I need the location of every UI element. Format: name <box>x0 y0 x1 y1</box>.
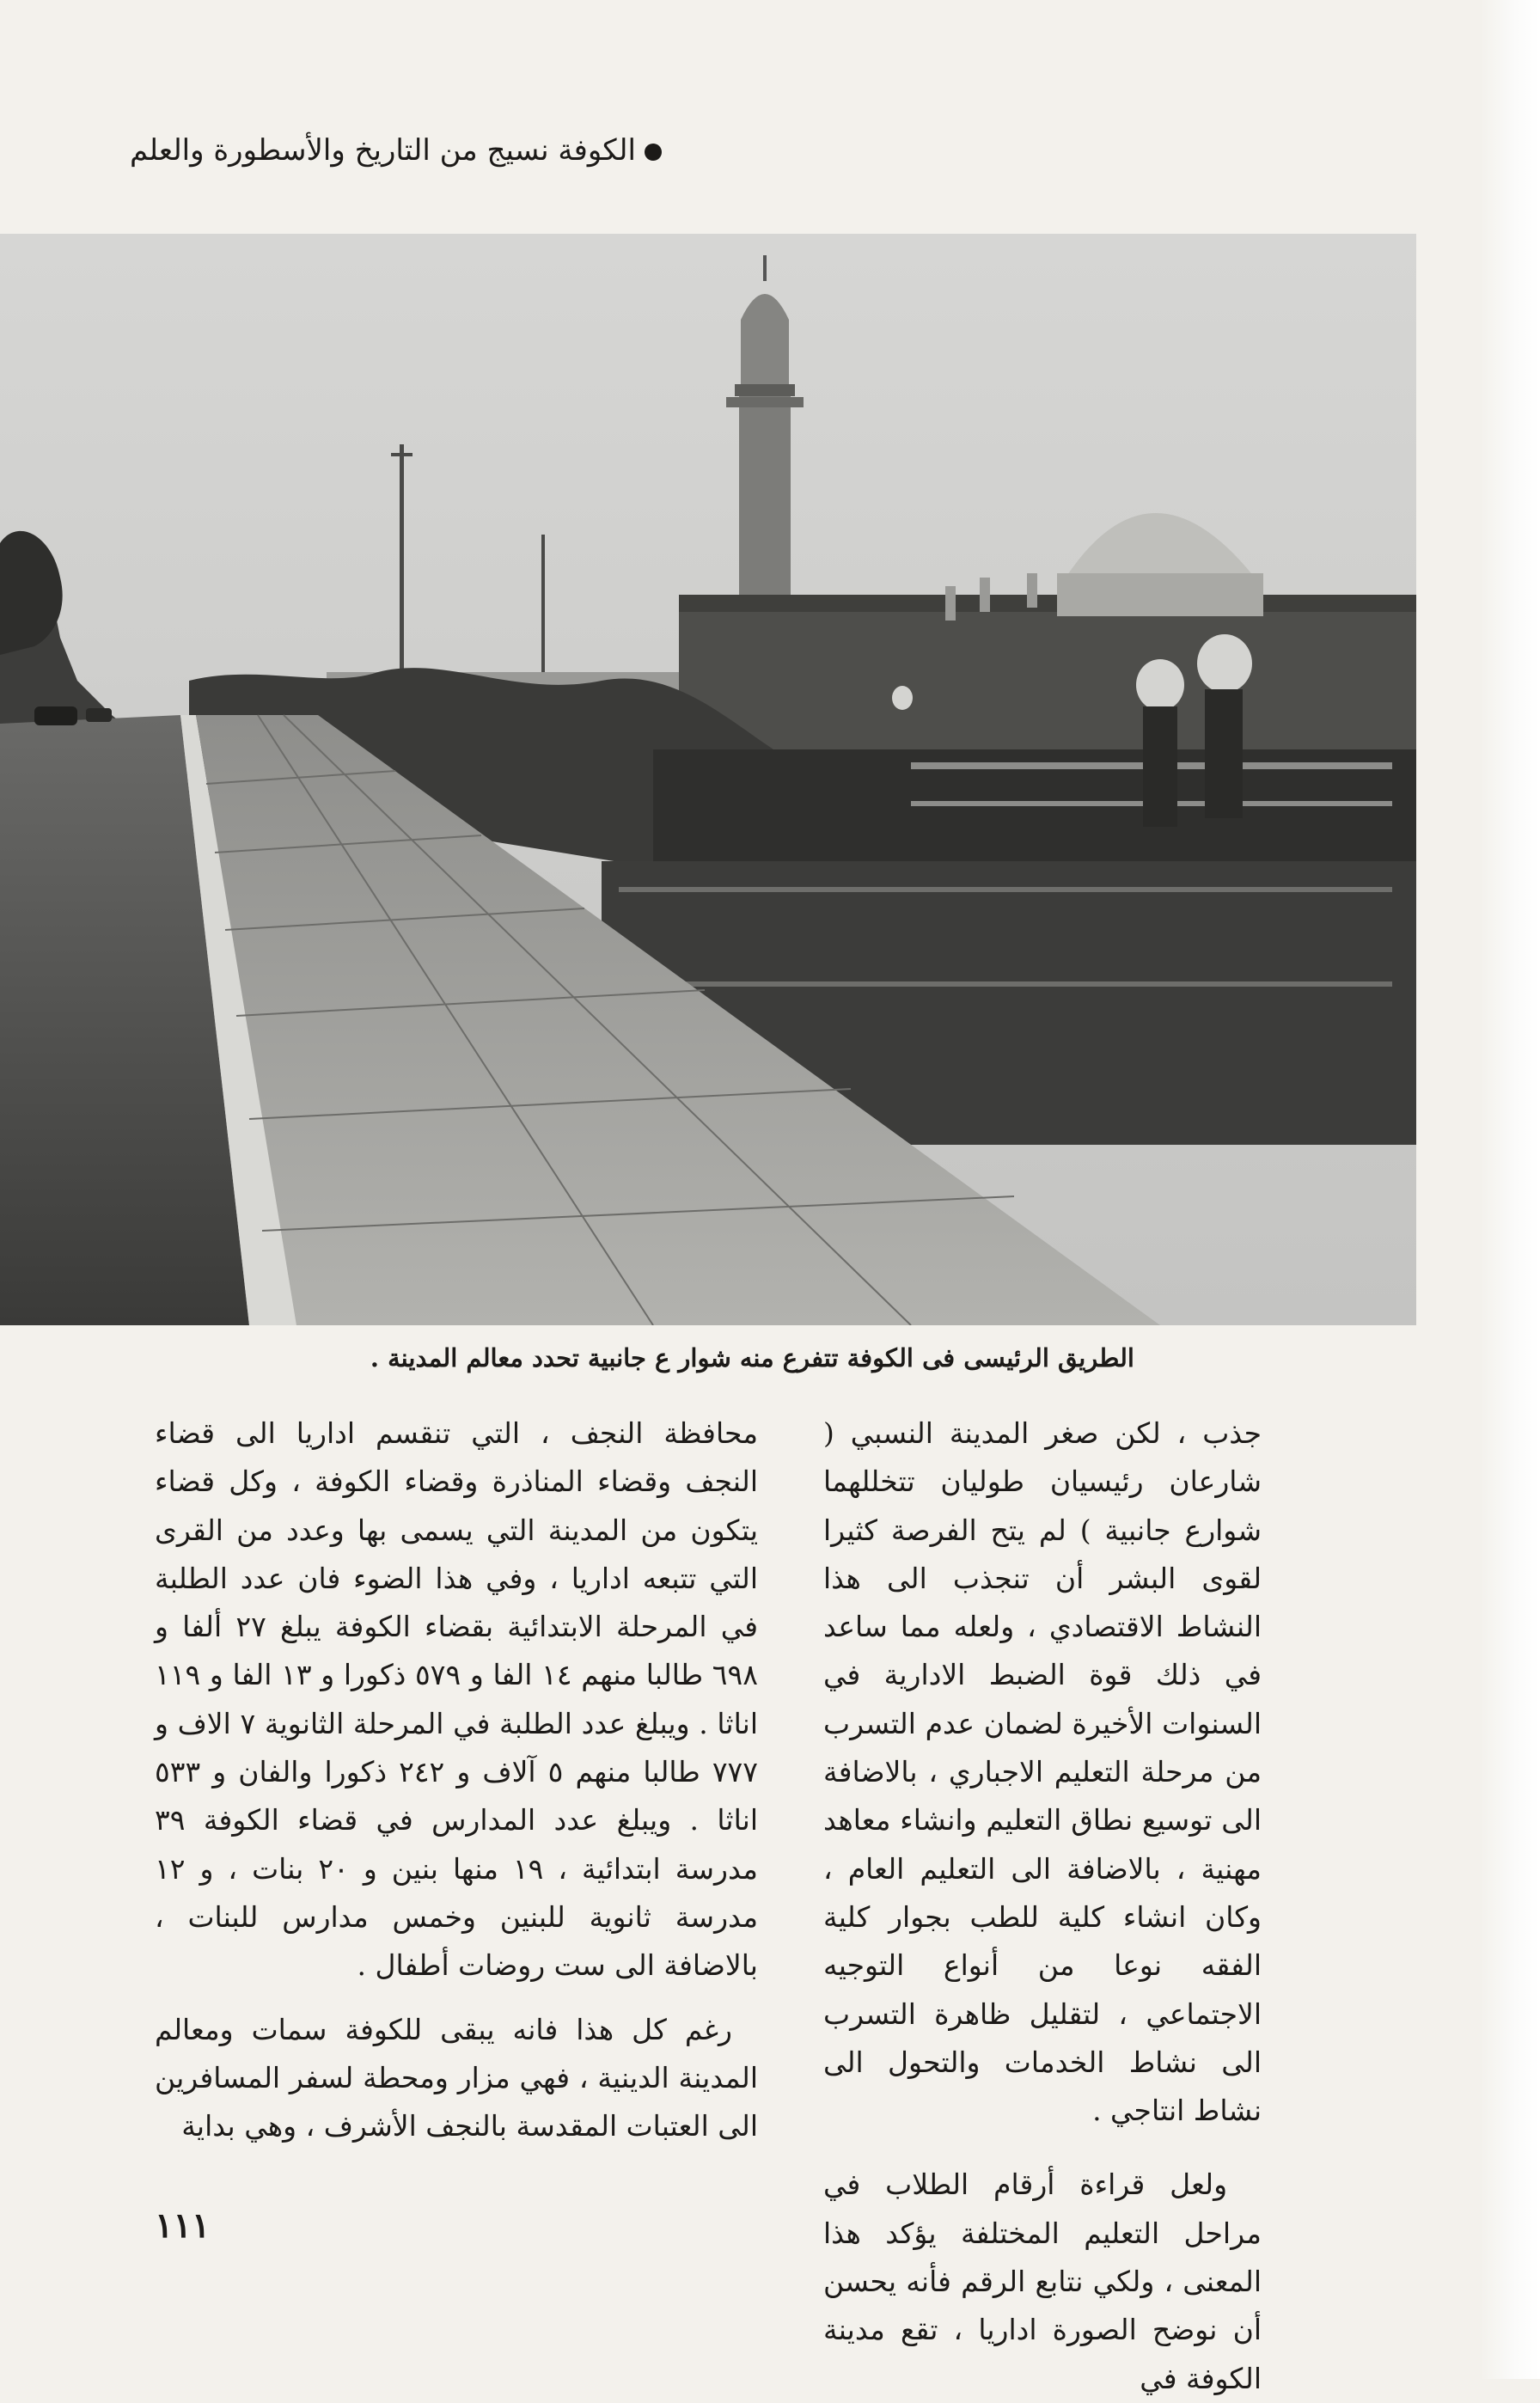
figure-caption: الطريق الرئيسى فى الكوفة تتفرع منه شوار ع جانبية تحدد معالم المدينة . <box>370 1343 1134 1373</box>
page-number: ١١١ <box>155 2205 211 2246</box>
left-text-column <box>155 1409 758 2150</box>
page-edge <box>1480 0 1540 2379</box>
street-photo <box>0 234 1416 1325</box>
running-title: الكوفة نسيج من التاريخ والأسطورة والعلم <box>130 133 636 168</box>
running-header <box>130 129 662 172</box>
right-text-column <box>823 1409 1262 2403</box>
left-column-paragraph-2: رغم كل هذا فانه يبقى للكوفة سمات ومعالم المدينة الدينية ، فهي مزار ومحطة لسفر المسافرين الى العتبات المقدسة بالنجف الأشرف ، وهي بداية <box>155 2012 758 2143</box>
left-column-paragraph-1: محافظة النجف ، التي تنقسم اداريا الى قضاء النجف وقضاء المناذرة وقضاء الكوفة ، وكل قضاء يتكون من المدينة التي يسمى بها وعدد من القرى التي تتبعه اداريا ، وفي هذا الضوء فان عدد الطلبة في المرحلة الابتدائية بقضاء الكوفة يبلغ ٢٧ ألفا و ٦٩٨ طالبا منهم ١٤ الفا و ٥٧٩ ذكورا و ١٣ الفا و ١١٩ اناثا . ويبلغ عدد الطلبة في المرحلة الثانوية ٧ الاف و ٧٧٧ طالبا منهم ٥ آلاف و ٢٤٢ ذكورا والفان و ٥٣٣ اناثا . ويبلغ عدد المدارس في قضاء الكوفة ٣٩ مدرسة ابتدائية ، ١٩ منها بنين و ٢٠ بنات ، و ١٢ مدرسة ثانوية للبنين وخمس مدارس للبنات ، بالاضافة الى ست روضات أطفال . <box>155 1416 758 1983</box>
right-column-paragraph-2: ولعل قراءة أرقام الطلاب في مراحل التعليم المختلفة يؤكد هذا المعنى ، ولكي نتابع الرقم فأنه يحسن أن نوضح الصورة اداريا ، تقع مدينة الكوفة في <box>823 2168 1262 2395</box>
street-scene-illustration <box>0 234 1416 1325</box>
right-column-paragraph-1: جذب ، لكن صغر المدينة النسبي ( شارعان رئيسيان طوليان تتخللهما شوارع جانبية ) لم يتح الفرصة كثيرا لقوى البشر أن تنجذب الى هذا النشاط الاقتصادي ، ولعله مما ساعد في ذلك قوة الضبط الادارية في السنوات الأخيرة لضمان عدم التسرب من مرحلة التعليم الاجباري ، بالاضافة الى توسيع نطاق التعليم وانشاء معاهد مهنية ، بالاضافة الى التعليم العام ، وكان انشاء كلية للطب بجوار كلية الفقه نوعا من أنواع التوجيه الاجتماعي ، لتقليل ظاهرة التسرب الى نشاط الخدمات والتحول الى نشاط انتاجي . <box>823 1416 1262 2128</box>
bullet-icon <box>645 144 662 161</box>
